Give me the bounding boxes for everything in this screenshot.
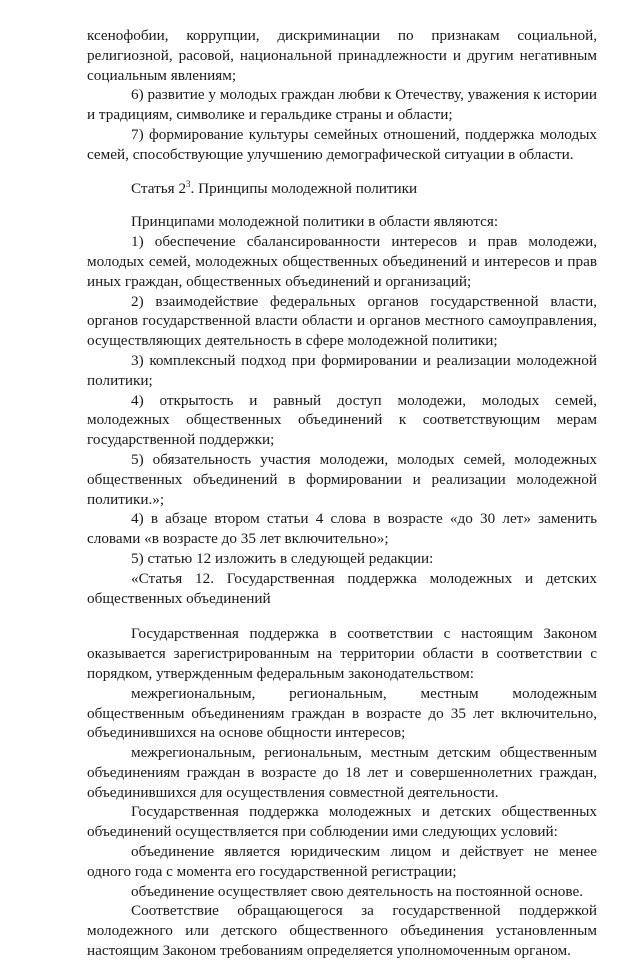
paragraph-item-7: 7) формирование культуры семейных отношений, поддержка молодых семей, способствующие улучшению демографической ситуации в области. [87, 125, 597, 163]
article-heading-sup: 3 [186, 178, 191, 189]
principle-1: 1) обеспечение сбалансированности интересов и прав молодежи, молодых семей, молодежных общественных объединений и интересов и прав иных граждан, общественных объединений и организаций; [87, 233, 597, 290]
principle-3: 3) комплексный подход при формировании и реализации молодежной политики; [87, 351, 597, 389]
support-conditions: Государственная поддержка молодежных и детских общественных объединений осуществляется при соблюдении ими следующих условий: [87, 803, 597, 841]
condition-legal-entity: объединение является юридическим лицом и действует не менее одного года с момента его государственной регистрации; [87, 843, 597, 880]
article-heading [87, 179, 597, 199]
paragraph-item-6: 6) развитие у молодых граждан любви к Отечеству, уважения к истории и традициям, символике и геральдике страны и области; [87, 86, 597, 124]
support-intro: Государственная поддержка в соответствии с настоящим Законом оказывается зарегистрированным на территории области в соответствии с порядком, утвержденным федеральным законодательством: [87, 625, 597, 682]
article-12-heading: «Статья 12. Государственная поддержка молодежных и детских общественных объединений [87, 569, 597, 607]
support-children: межрегиональным, региональным, местным детским общественным объединениям граждан в возрасте до 18 лет и совершеннолетних граждан, объединившихся для осуществления совместной деятельности. [87, 744, 597, 801]
principle-4: 4) открытость и равный доступ молодежи, молодых семей, молодежных общественных объединений к соответствующим мерам государственной поддержки; [87, 391, 597, 449]
principles-intro: Принципами молодежной политики в области являются: [131, 213, 499, 231]
document-body [87, 26, 597, 961]
principle-2: 2) взаимодействие федеральных органов государственной власти, органов государственной власти области и органов местного самоуправления, осуществляющих деятельность в сфере молодежной политики; [87, 292, 597, 350]
amendment-4: 4) в абзаце втором статьи 4 слова в возрасте «до 30 лет» заменить словами «в возрасте до 35 лет включительно»; [87, 510, 597, 548]
compliance-paragraph: Соответствие обращающегося за государственной поддержкой молодежного или детского общественного объединения установленным настоящим Законом требованиям определяется уполномоченным органом. [87, 902, 597, 960]
principle-5: 5) обязательность участия молодежи, молодых семей, молодежных общественных объединений в формировании и реализации молодежной политики.»; [87, 450, 597, 508]
support-youth: межрегиональным, региональным, местным молодежным общественным объединениям граждан в возрасте до 35 лет включительно, объединившихся на основе общности интересов; [87, 684, 597, 742]
condition-permanent: объединение осуществляет свою деятельность на постоянной основе. [131, 882, 584, 900]
amendment-5: 5) статью 12 изложить в следующей редакции: [131, 549, 434, 567]
paragraph-continued: ксенофобии, коррупции, дискриминации по признакам социальной, религиозной, расовой, национальной принадлежности и другим негативным социальным явлениям; [87, 27, 597, 84]
article-heading-prefix: Статья 2 [131, 179, 187, 197]
article-heading-suffix: . Принципы молодежной политики [190, 179, 418, 197]
